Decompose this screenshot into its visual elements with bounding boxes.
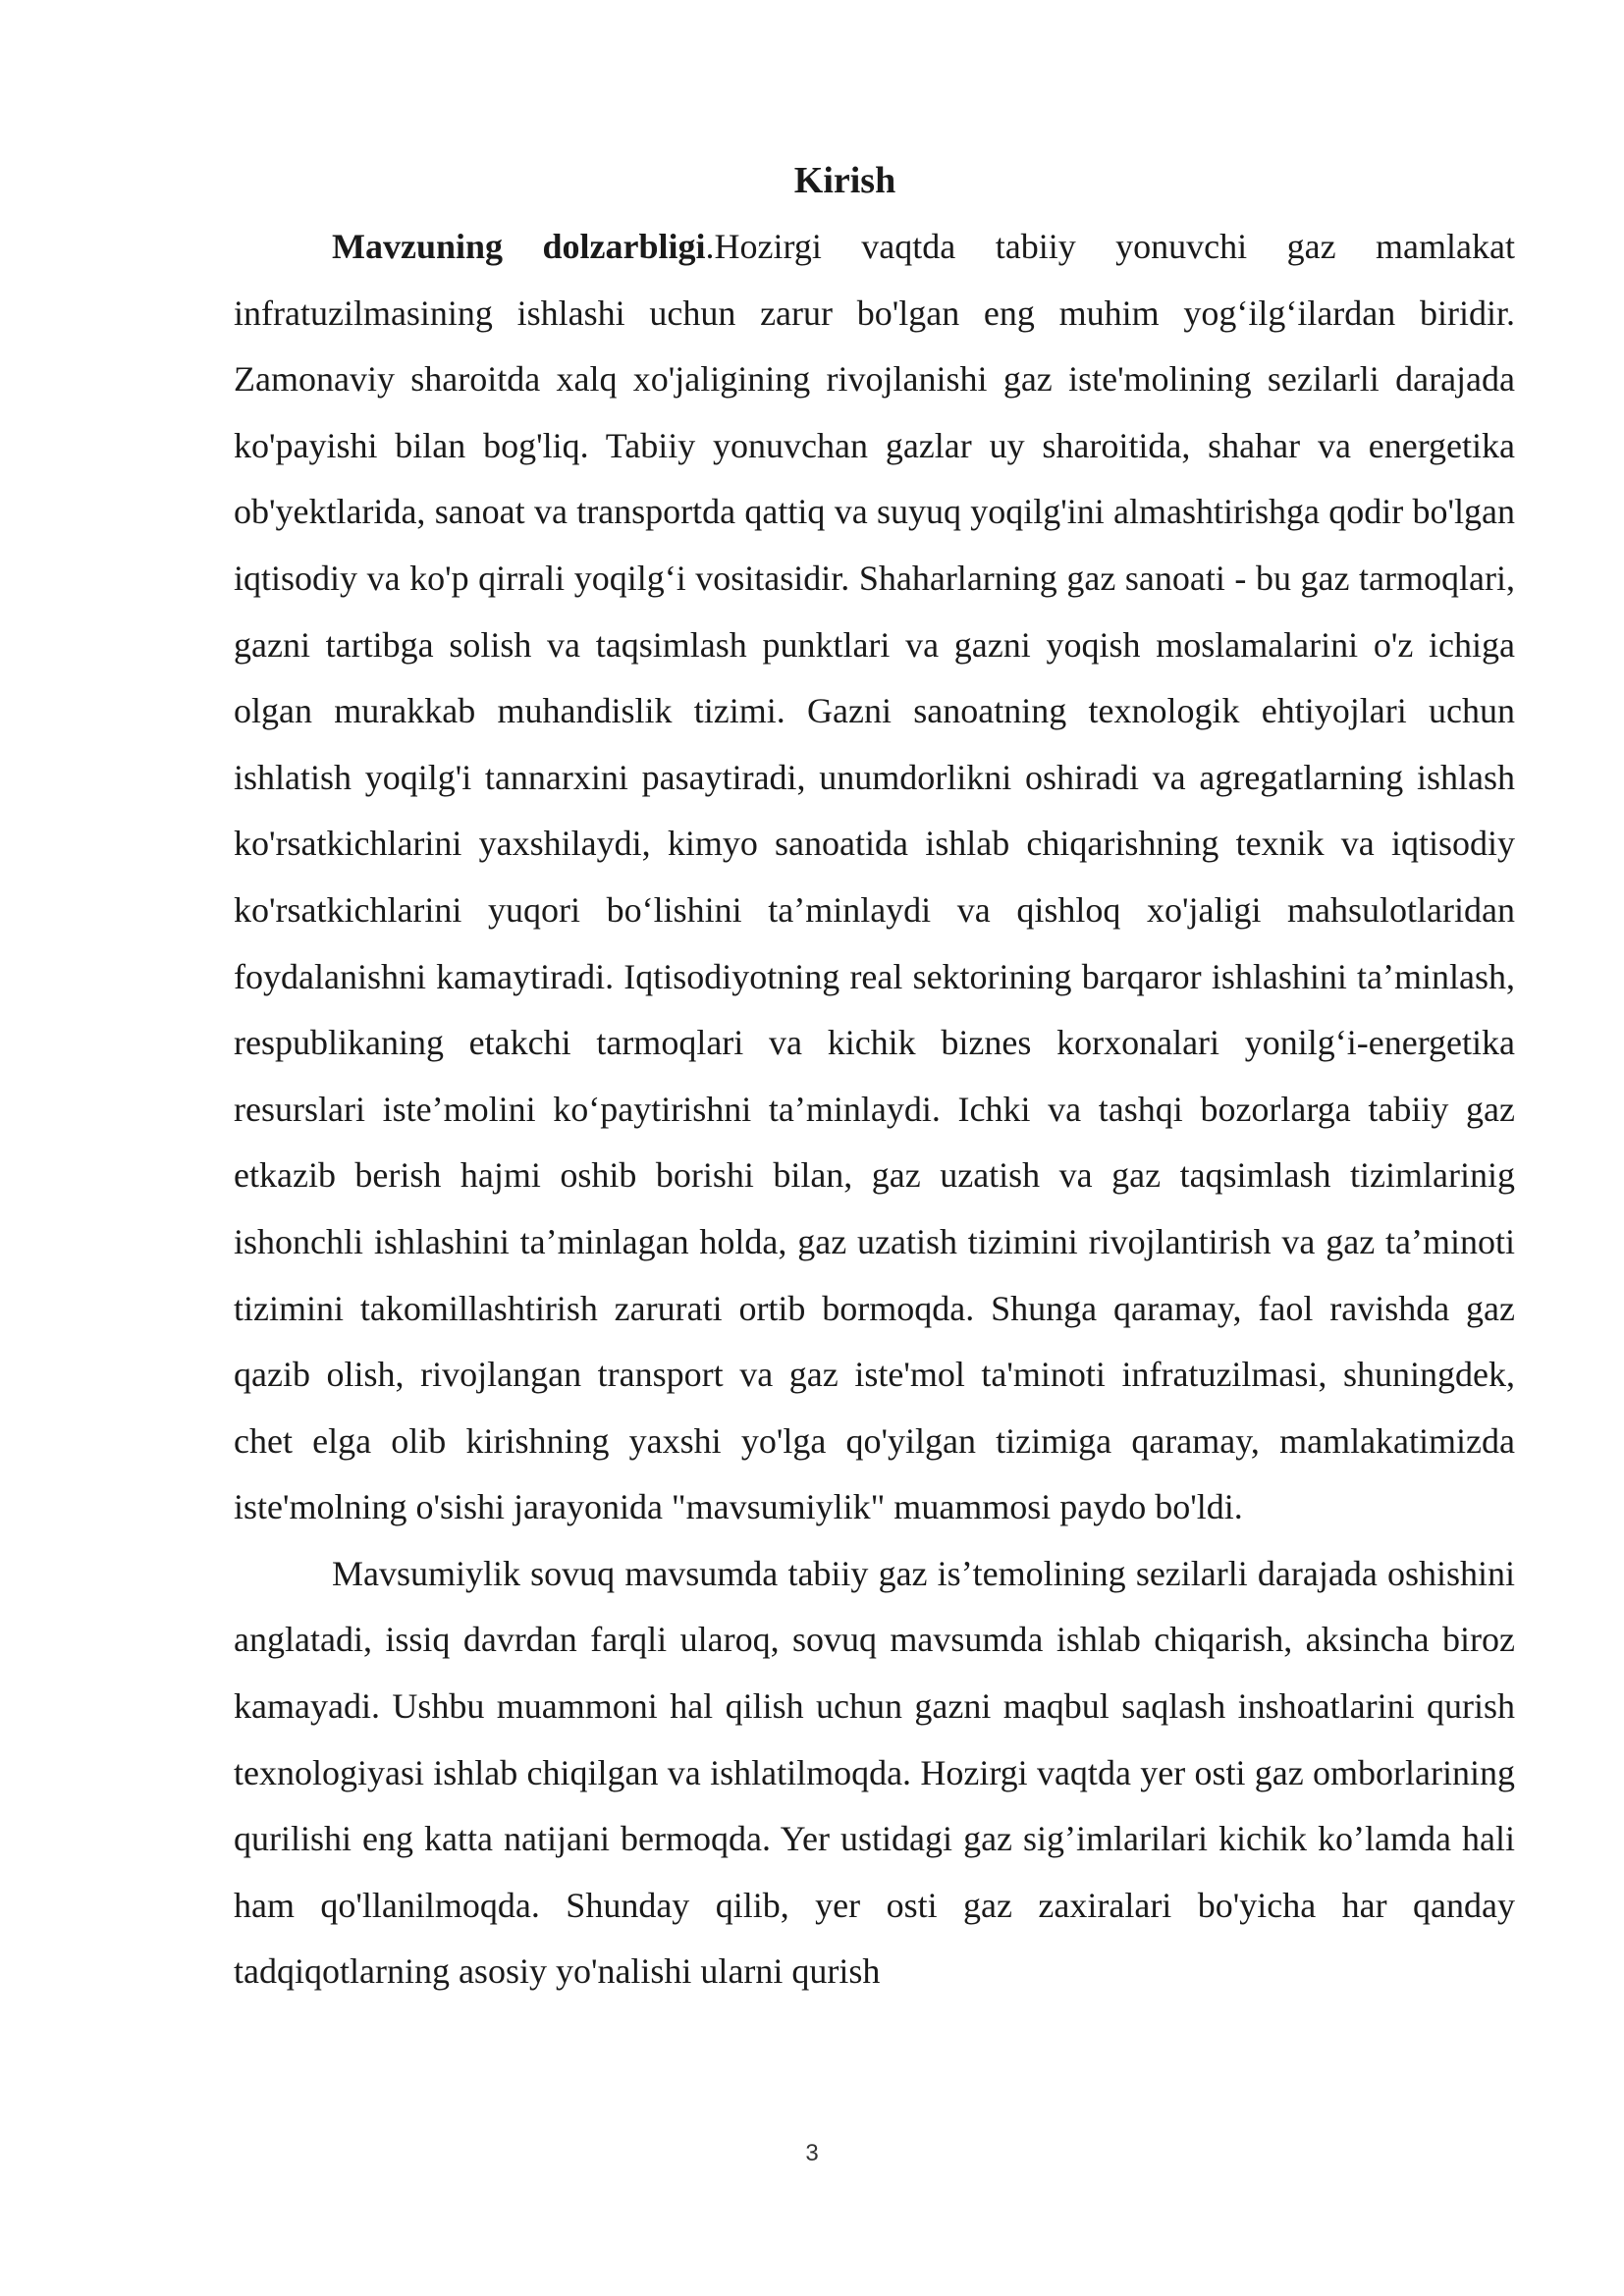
paragraph-lead: Mavzuning dolzarbligi [332,227,706,266]
section-title: Kirish [793,160,896,201]
page-number: 3 [805,2140,819,2166]
paragraph-text: .Hozirgi vaqtda tabiiy yonuvchi gaz mamlakat infratuzilmasining ishlashi uchun zarur bo'lgan eng muhim yogʻilgʻilardan biridir. Zamonaviy sharoitda xalq xo'jaligining rivojlanishi gaz iste'molining sezilarli darajada ko'payishi bilan bog'liq. Tabiiy yonuvchan gazlar uy sharoitida, shahar va energetika ob'yektlarida, sanoat va transportda qattiq va suyuq yoqilg'ini almashtirishga qodir bo'lgan iqtisodiy va ko'p qirrali yoqilgʻi vositasidir. Shaharlarning gaz sanoati - bu gaz tarmoqlari, gazni tartibga solish va taqsimlash punktlari va gazni yoqish moslamalarini o'z ichiga olgan murakkab muhandislik tizimi. Gazni sanoatning texnologik ehtiyojlari uchun ishlatish yoqilg'i tannarxini pasaytiradi, unumdorlikni oshiradi va agregatlarning ishlash ko'rsatkichlarini yaxshilaydi, kimyo sanoatida ishlab chiqarishning texnik va iqtisodiy ko'rsatkichlarini yuqori boʻlishini taʼminlaydi va qishloq xo'jaligi mahsulotlaridan foydalanishni kamaytiradi. Iqtisodiyotning real sektorining barqaror ishlashini taʼminlash, respublikaning etakchi tarmoqlari va kichik biznes korxonalari yonilgʻi-energetika resurslari isteʼmolini koʻpaytirishni taʼminlaydi. Ichki va tashqi bozorlarga tabiiy gaz etkazib berish hajmi oshib borishi bilan, gaz uzatish va gaz taqsimlash tizimlarinig ishonchli ishlashini taʼminlagan holda, gaz uzatish tizimini rivojlantirish va gaz taʼminoti tizimini takomillashtirish zarurati ortib bormoqda. Shunga qaramay, faol ravishda gaz qazib olish, rivojlangan transport va gaz iste'mol ta'minoti infratuzilmasi, shuningdek, chet elga olib kirishning yaxshi yo'lga qo'yilgan tizimiga qaramay, mamlakatimizda iste'molning o'sishi jarayonida "mavsumiylik" muammosi paydo bo'ldi. [234,227,1515,1527]
paragraph-seasonality [234,1541,1515,2005]
paragraph-relevance [234,214,1515,1541]
document-page [234,147,1515,2005]
paragraph-text: Mavsumiylik sovuq mavsumda tabiiy gaz isʼtemolining sezilarli darajada oshishini anglatadi, issiq davrdan farqli ularoq, sovuq mavsumda ishlab chiqarish, aksincha biroz kamayadi. Ushbu muammoni hal qilish uchun gazni maqbul saqlash inshoatlarini qurish texnologiyasi ishlab chiqilgan va ishlatilmoqda. Hozirgi vaqtda yer osti gaz omborlarining qurilishi eng katta natijani bermoqda. Yer ustidagi gaz sigʼimlarilari kichik koʼlamda hali ham qo'llanilmoqda. Shunday qilib, yer osti gaz zaxiralari bo'yicha har qanday tadqiqotlarning asosiy yo'nalishi ularni qurish [234,1553,1515,1992]
